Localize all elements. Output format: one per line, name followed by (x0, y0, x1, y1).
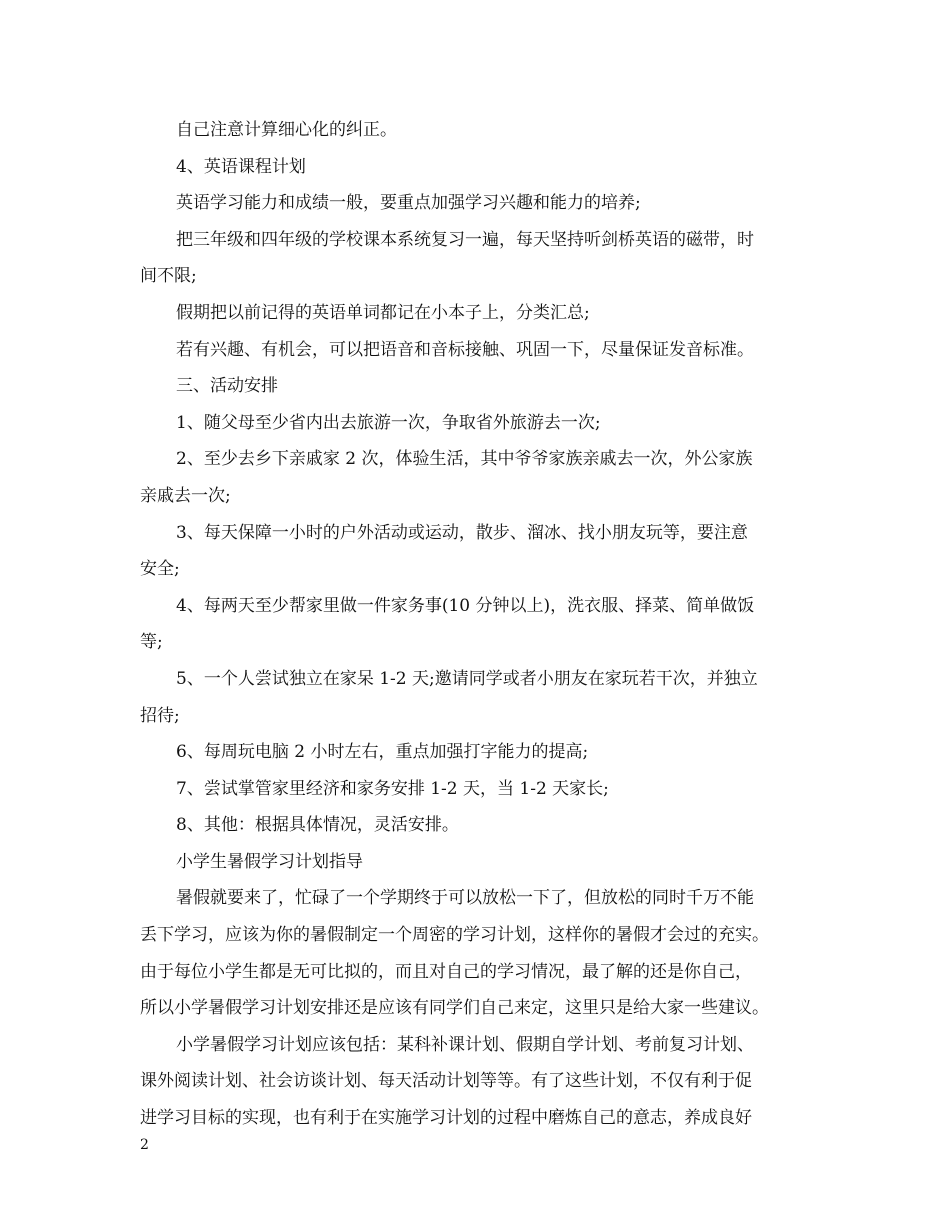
text-line: 三、活动安排 (176, 376, 278, 397)
text-line: 若有兴趣、有机会，可以把语音和音标接触、巩固一下，尽量保证发音标准。 (176, 339, 754, 360)
text-line: 暑假就要来了，忙碌了一个学期终于可以放松一下了，但放松的同时千万不能 (176, 888, 754, 909)
text-line: 小学暑假学习计划应该包括：某科补课计划、假期自学计划、考前复习计划、 (176, 1034, 754, 1055)
text-line: 5、一个人尝试独立在家呆 1-2 天;邀请同学或者小朋友在家玩若干次，并独立 (176, 668, 758, 689)
text-line: 课外阅读计划、社会访谈计划、每天活动计划等等。有了这些计划，不仅有利于促 (140, 1071, 752, 1092)
text-line: 6、每周玩电脑 2 小时左右，重点加强打字能力的提高; (176, 742, 589, 763)
text-line: 8、其他：根据具体情况，灵活安排。 (176, 815, 459, 836)
text-line: 2、至少去乡下亲戚家 2 次，体验生活，其中爷爷家族亲戚去一次，外公家族 (176, 449, 753, 470)
text-line: 进学习目标的实现，也有利于在实施学习计划的过程中磨炼自己的意志，养成良好 (140, 1108, 752, 1129)
text-line: 3、每天保障一小时的户外活动或运动，散步、溜冰、找小朋友玩等，要注意 (176, 522, 748, 543)
text-line: 丢下学习，应该为你的暑假制定一个周密的学习计划，这样你的暑假才会过的充实。 (140, 925, 769, 946)
text-line: 间不限; (140, 266, 197, 287)
text-line: 4、英语课程计划 (176, 156, 306, 177)
text-line: 7、尝试掌管家里经济和家务安排 1-2 天，当 1-2 天家长; (176, 778, 609, 799)
text-line: 假期把以前记得的英语单词都记在小本子上，分类汇总; (176, 302, 590, 323)
text-line: 把三年级和四年级的学校课本系统复习一遍，每天坚持听剑桥英语的磁带，时 (176, 229, 754, 250)
text-line: 等; (140, 632, 163, 653)
text-line: 所以小学暑假学习计划安排还是应该有同学们自己来定，这里只是给大家一些建议。 (140, 998, 769, 1019)
text-line: 招待; (140, 705, 180, 726)
text-line: 亲戚去一次; (140, 485, 231, 506)
text-line: 1、随父母至少省内出去旅游一次，争取省外旅游去一次; (176, 412, 601, 433)
text-line: 由于每位小学生都是无可比拟的，而且对自己的学习情况，最了解的还是你自己， (140, 961, 752, 982)
text-line: 自己注意计算细心化的纠正。 (176, 120, 397, 140)
text-line: 安全; (140, 559, 180, 580)
text-line: 英语学习能力和成绩一般，要重点加强学习兴趣和能力的培养; (176, 193, 641, 214)
text-line: 4、每两天至少帮家里做一件家务事(10 分钟以上)，洗衣服、择菜、简单做饭 (176, 595, 755, 616)
page-number: 2 (140, 1137, 149, 1153)
text-line: 小学生暑假学习计划指导 (176, 851, 363, 872)
document-body (140, 112, 812, 1137)
